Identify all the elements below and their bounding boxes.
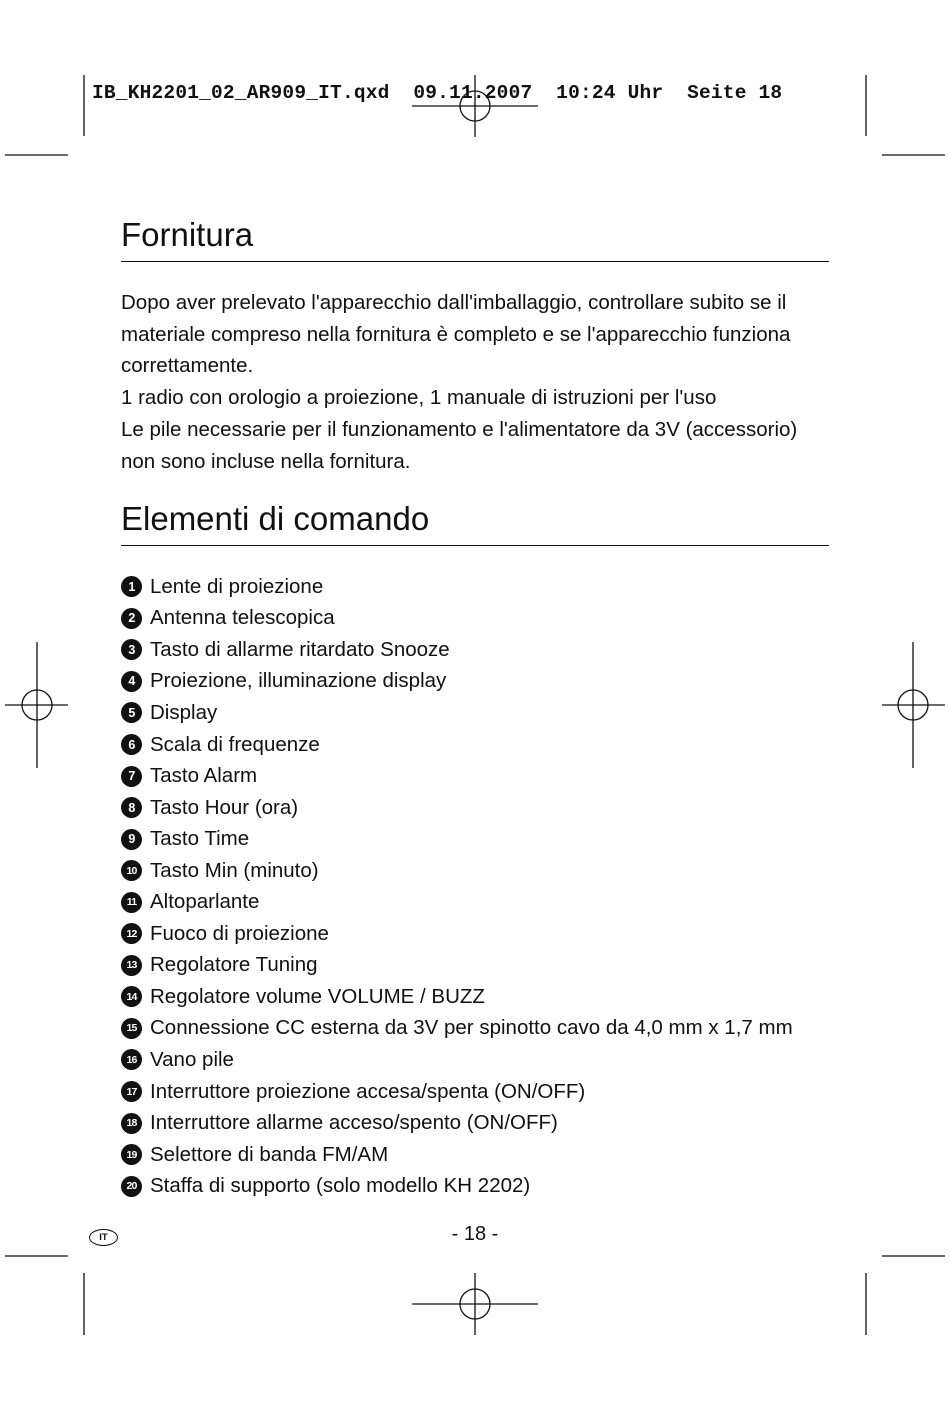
list-item [121, 950, 841, 982]
item-label: Tasto Time [150, 827, 250, 851]
list-item [121, 760, 841, 792]
item-label: Tasto Alarm [150, 764, 258, 788]
list-item [121, 886, 841, 918]
list-item [121, 855, 841, 887]
item-number-badge: 19 [121, 1144, 142, 1165]
item-label: Tasto Hour (ora) [150, 795, 299, 819]
print-slug-line: IB_KH2201_02_AR909_IT.qxd 09.11.2007 10:24 Uhr Seite 18 [92, 82, 783, 104]
item-label: Interruttore proiezione accesa/spenta (ON/OFF) [150, 1079, 586, 1103]
list-item [121, 1044, 841, 1076]
list-item [121, 823, 841, 855]
language-badge: IT [89, 1229, 118, 1246]
list-item [121, 981, 841, 1013]
item-number-badge: 12 [121, 923, 142, 944]
item-label: Tasto di allarme ritardato Snooze [150, 637, 450, 661]
item-number-badge: 5 [121, 702, 142, 723]
list-item [121, 571, 841, 603]
item-label: Lente di proiezione [150, 574, 324, 598]
list-item [121, 1170, 841, 1202]
list-item [121, 666, 841, 698]
item-label: Fuoco di proiezione [150, 921, 329, 945]
paragraph: Dopo aver prelevato l'apparecchio dall'imballaggio, controllare subito se il materiale compreso nella fornitura è completo e se l'apparecchio funziona correttamente. [121, 291, 791, 378]
item-number-badge: 4 [121, 671, 142, 692]
item-number-badge: 17 [121, 1081, 142, 1102]
list-item [121, 918, 841, 950]
item-number-badge: 16 [121, 1049, 142, 1070]
item-label: Tasto Min (minuto) [150, 858, 319, 882]
item-number-badge: 14 [121, 986, 142, 1007]
item-number-badge: 13 [121, 955, 142, 976]
list-item [121, 697, 841, 729]
item-number-badge: 3 [121, 639, 142, 660]
control-elements-list [121, 571, 841, 1202]
item-number-badge: 6 [121, 734, 142, 755]
item-number-badge: 18 [121, 1113, 142, 1134]
item-label: Regolatore Tuning [150, 953, 318, 977]
item-number-badge: 2 [121, 608, 142, 629]
item-label: Staffa di supporto (solo modello KH 2202) [150, 1174, 531, 1198]
list-item [121, 1076, 841, 1108]
item-label: Vano pile [150, 1047, 234, 1071]
item-label: Antenna telescopica [150, 606, 335, 630]
paragraph: 1 radio con orologio a proiezione, 1 manuale di istruzioni per l'uso [121, 386, 717, 410]
section-title-elementi-di-comando: Elementi di comando [121, 497, 829, 546]
fornitura-body [121, 287, 831, 477]
item-label: Display [150, 700, 218, 724]
item-number-badge: 20 [121, 1176, 142, 1197]
item-label: Proiezione, illuminazione display [150, 669, 447, 693]
item-number-badge: 11 [121, 892, 142, 913]
item-label: Scala di frequenze [150, 732, 320, 756]
item-label: Interruttore allarme acceso/spento (ON/OFF) [150, 1111, 558, 1135]
item-number-badge: 1 [121, 576, 142, 597]
item-label: Selettore di banda FM/AM [150, 1142, 389, 1166]
item-number-badge: 8 [121, 797, 142, 818]
item-number-badge: 7 [121, 766, 142, 787]
item-number-badge: 10 [121, 860, 142, 881]
item-label: Regolatore volume VOLUME / BUZZ [150, 984, 485, 1008]
list-item [121, 1139, 841, 1171]
list-item [121, 1107, 841, 1139]
page-number: - 18 - [451, 1223, 499, 1245]
item-label: Connessione CC esterna da 3V per spinotto cavo da 4,0 mm x 1,7 mm [150, 1016, 793, 1040]
list-item [121, 634, 841, 666]
list-item [121, 729, 841, 761]
item-number-badge: 15 [121, 1018, 142, 1039]
paragraph: Le pile necessarie per il funzionamento e l'alimentatore da 3V (accessorio) non sono incluse nella fornitura. [121, 417, 798, 473]
list-item [121, 792, 841, 824]
list-item [121, 1013, 841, 1045]
item-number-badge: 9 [121, 829, 142, 850]
list-item [121, 603, 841, 635]
section-title-fornitura: Fornitura [121, 213, 829, 262]
item-label: Altoparlante [150, 890, 260, 914]
